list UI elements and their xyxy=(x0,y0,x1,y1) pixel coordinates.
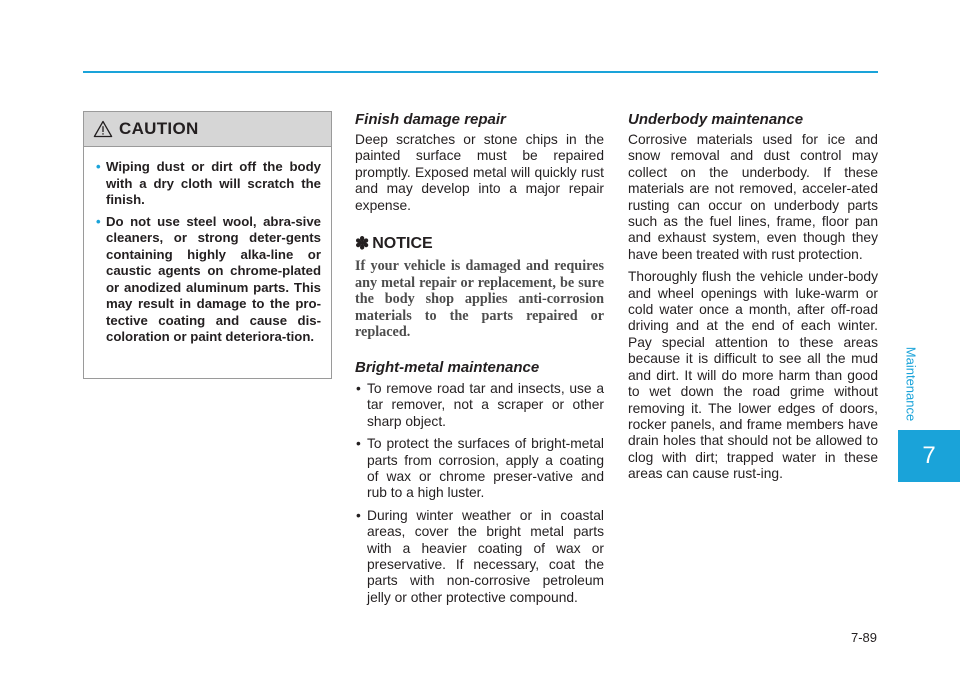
caution-title: CAUTION xyxy=(119,119,199,138)
notice-body: If your vehicle is damaged and requires any metal repair or replacement, be sure the body shop applies anti-corrosion materials to the parts repaired or replaced. xyxy=(355,258,604,341)
notice-asterisk-icon: ✽ xyxy=(355,234,370,254)
warning-triangle-icon xyxy=(93,120,113,138)
finish-damage-body: Deep scratches or stone chips in the painted surface must be repaired promptly. Exposed metal will quickly rust and may develop into a major repair expense. xyxy=(355,132,604,213)
caution-box xyxy=(83,111,332,379)
underbody-heading: Underbody maintenance xyxy=(628,111,804,128)
chapter-label xyxy=(902,344,920,424)
caution-list xyxy=(84,147,331,346)
underbody-paragraph: Corrosive materials used for ice and snow removal and dust control may collect on the underbody. If these materials are not removed, acceler-ated rusting can occur on underbody parts such as the fuel lines, frame, floor pan and exhaust system, even though they have been treated with rust protection. xyxy=(628,132,878,262)
chapter-label-text: Maintenance xyxy=(903,346,919,422)
top-rule xyxy=(83,71,878,73)
caution-item: • Wiping dust or dirt off the body with a dry cloth will scratch the finish. xyxy=(96,159,321,209)
bright-metal-item: • To remove road tar and insects, use a tar remover, not a scraper or other sharp object. xyxy=(355,381,604,430)
notice-heading xyxy=(355,234,604,254)
caution-header xyxy=(84,112,331,147)
right-column xyxy=(628,111,878,489)
chapter-tab xyxy=(898,430,960,482)
caution-item: • Do not use steel wool, abra-sive cleaners, or strong deter-gents containing highly alka-line or caustic agents on chrome-plated or anodized aluminum parts. This may result in damage to the pro-tective coating and cause dis-coloration or paint deteriora-tion. xyxy=(96,214,321,346)
bright-metal-heading: Bright-metal maintenance xyxy=(355,359,540,376)
page-number: 7-89 xyxy=(850,630,877,645)
middle-column xyxy=(355,111,604,612)
bright-metal-item: • During winter weather or in coastal areas, cover the bright metal parts with a heavier coating of wax or preservative. If necessary, coat the parts with non-corrosive petroleum jelly or other protective compound. xyxy=(355,508,604,606)
chapter-number: 7 xyxy=(922,442,936,469)
finish-damage-heading: Finish damage repair xyxy=(355,111,506,128)
bright-metal-list xyxy=(355,381,604,606)
notice-title: NOTICE xyxy=(372,235,433,253)
bright-metal-item: • To protect the surfaces of bright-metal parts from corrosion, apply a coating of wax or chrome preser-vative and rub to a high luster. xyxy=(355,436,604,502)
underbody-paragraph: Thoroughly flush the vehicle under-body and wheel openings with luke-warm or cold water once a month, after off-road driving and at the end of each winter. Pay special attention to these areas because it is difficult to see all the mud and dirt. It will do more harm than good to wet down the road grime without removing it. The lower edges of doors, rocker panels, and frame members have drain holes that should not be allowed to clog with dirt; trapped water in these areas can cause rust-ing. xyxy=(628,269,878,482)
